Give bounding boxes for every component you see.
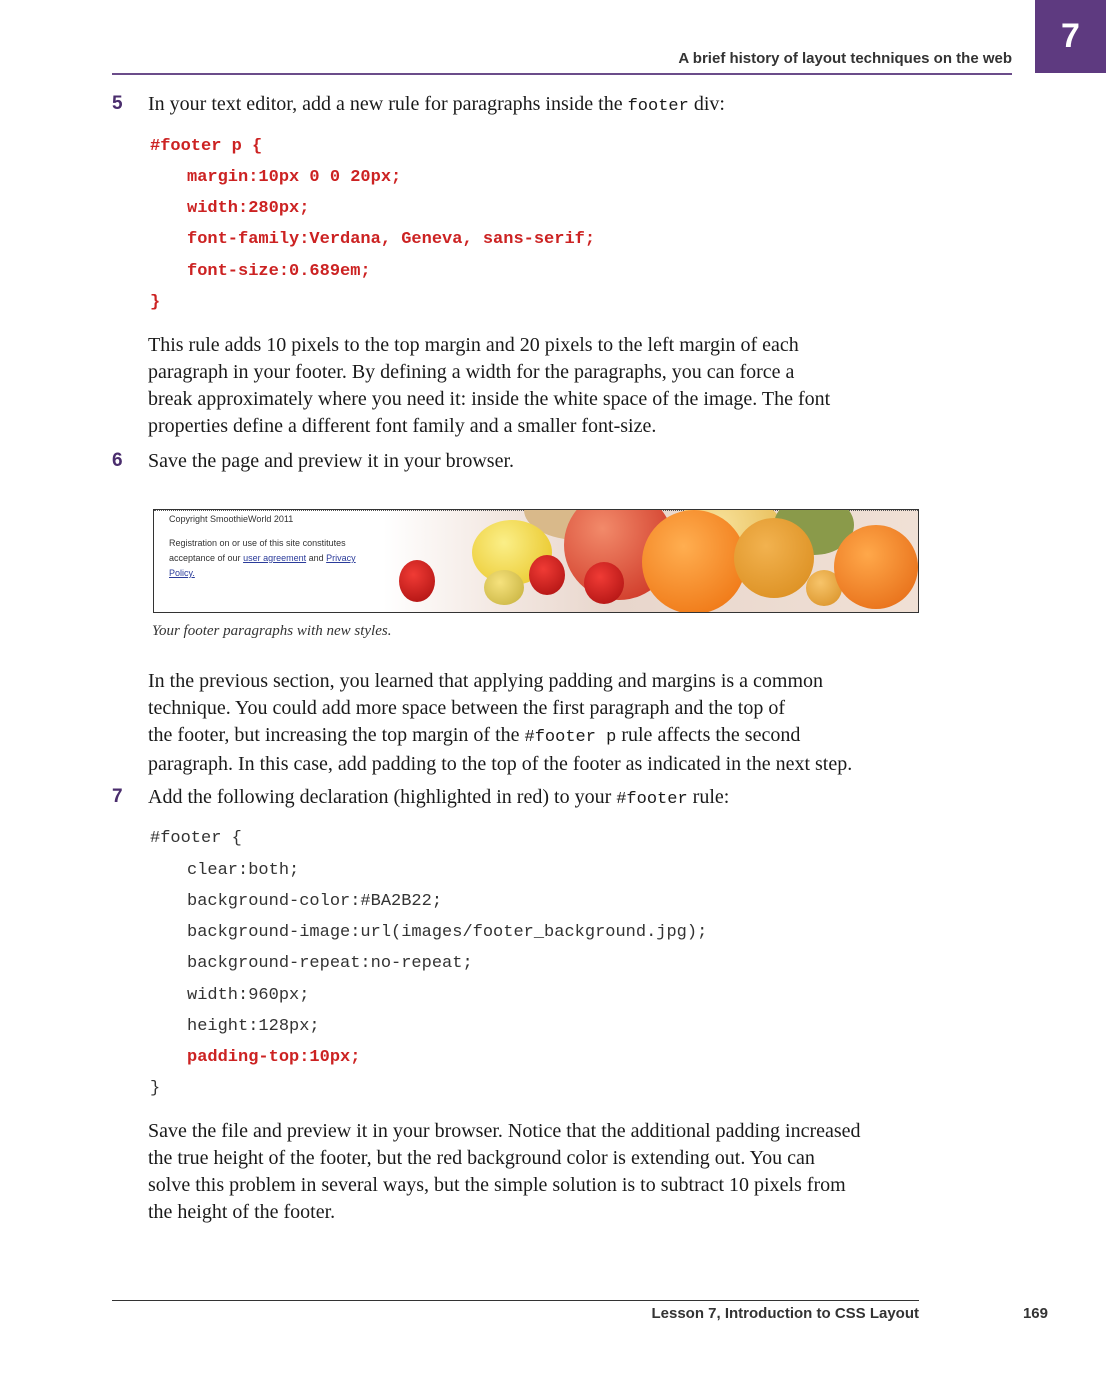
step5-intro [148, 91, 923, 120]
chapter-tab: 7 [1035, 0, 1106, 73]
code-line: clear:both; [187, 861, 300, 880]
code-line: background-image:url(images/footer_background.jpg); [187, 923, 708, 942]
text-segment: the footer, but increasing the top margin of the [148, 724, 520, 746]
code-line-highlighted: padding-top:10px; [187, 1048, 361, 1067]
step7-intro-end: rule: [692, 786, 730, 808]
figure-registration [169, 536, 389, 581]
figure-caption: Your footer paragraphs with new styles. [152, 623, 392, 639]
text-line: the height of the footer. [148, 1201, 336, 1223]
step-number-7: 7 [112, 786, 123, 807]
text-line: Save the file and preview it in your browser. Notice that the additional padding increased [148, 1120, 861, 1142]
strawberry-shape [399, 560, 435, 602]
step5-explanation [148, 332, 923, 440]
code-line: } [150, 1079, 161, 1098]
figure-copyright: Copyright SmoothieWorld 2011 [169, 514, 294, 524]
section-paragraph [148, 668, 938, 778]
step5-intro-text: In your text editor, add a new rule for paragraphs inside the [148, 93, 623, 115]
text-line: solve this problem in several ways, but the simple solution is to subtract 10 pixels from [148, 1174, 846, 1196]
registration-line-3 [169, 566, 389, 581]
orange-shape [734, 518, 814, 598]
orange-shape [642, 510, 746, 613]
privacy-link[interactable]: Privacy [326, 553, 356, 563]
header-divider [112, 73, 1012, 75]
step7-conclusion [148, 1118, 938, 1226]
text-line: properties define a different font family and a smaller font-size. [148, 415, 657, 437]
registration-line: Registration on or use of this site constitutes [169, 538, 346, 548]
page-number: 169 [1022, 1305, 1048, 1322]
code-line: font-size:0.689em; [187, 262, 371, 281]
lesson-title: Lesson 7, Introduction to CSS Layout [651, 1305, 919, 1322]
orange-shape [834, 525, 918, 609]
user-agreement-link[interactable]: user agreement [243, 553, 307, 563]
text-line: paragraph. In this case, add padding to the top of the footer as indicated in the next step. [148, 753, 853, 775]
code-line: #footer { [150, 829, 242, 848]
step5-intro-end: div: [693, 93, 725, 115]
running-header: A brief history of layout techniques on the web [678, 50, 1012, 67]
policy-link[interactable]: Policy. [169, 568, 195, 578]
strawberry-shape [529, 555, 565, 595]
step7-intro [148, 784, 923, 813]
step6-text: Save the page and preview it in your browser. [148, 450, 515, 472]
step-number-6: 6 [112, 450, 123, 471]
text-line: In the previous section, you learned that applying padding and margins is a common [148, 670, 824, 692]
step7-intro-code: #footer [616, 790, 688, 809]
code-line: width:280px; [187, 199, 310, 218]
grape-shape [484, 570, 524, 605]
step5-intro-code: footer [627, 97, 689, 116]
registration-text: acceptance of our [169, 553, 244, 563]
text-line-with-code [148, 722, 938, 751]
code-line: #footer p { [150, 137, 263, 156]
inline-code: #footer p [524, 728, 617, 747]
code-line: font-family:Verdana, Geneva, sans-serif; [187, 230, 596, 249]
text-line: paragraph in your footer. By defining a width for the paragraphs, you can force a [148, 361, 795, 383]
text-line: the true height of the footer, but the red background color is extending out. You can [148, 1147, 815, 1169]
step-number-5: 5 [112, 93, 123, 114]
text-segment: rule affects the second [621, 724, 801, 746]
step7-intro-text: Add the following declaration (highlighted in red) to your [148, 786, 612, 808]
code-line: background-repeat:no-repeat; [187, 954, 473, 973]
strawberry-shape [584, 562, 624, 604]
code-line: width:960px; [187, 986, 310, 1005]
registration-line-2 [169, 551, 389, 566]
code-line: margin:10px 0 0 20px; [187, 168, 402, 187]
code-line: } [150, 293, 161, 312]
code-line: height:128px; [187, 1017, 320, 1036]
code-line: background-color:#BA2B22; [187, 892, 443, 911]
registration-and: and [306, 553, 327, 563]
footer-divider [112, 1300, 919, 1301]
footer-screenshot-figure [153, 509, 919, 613]
text-line: technique. You could add more space between the first paragraph and the top of [148, 697, 786, 719]
text-line: This rule adds 10 pixels to the top margin and 20 pixels to the left margin of each [148, 334, 799, 356]
text-line: break approximately where you need it: inside the white space of the image. The font [148, 388, 831, 410]
